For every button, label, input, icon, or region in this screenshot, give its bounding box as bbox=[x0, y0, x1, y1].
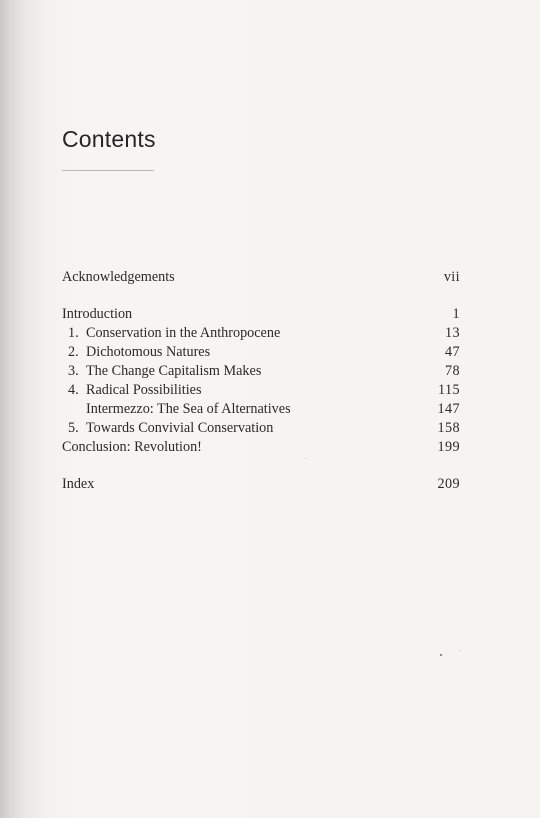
toc-entry-chapter-5 bbox=[0, 419, 540, 438]
toc-title: Towards Convivial Conservation bbox=[86, 420, 274, 436]
toc-title: Intermezzo: The Sea of Alternatives bbox=[86, 401, 291, 417]
toc-entry-conclusion bbox=[0, 438, 540, 457]
toc-title: Index bbox=[62, 476, 95, 492]
toc-entry-chapter-4 bbox=[0, 381, 540, 400]
toc-title: Dichotomous Natures bbox=[86, 344, 211, 360]
print-speck bbox=[460, 650, 461, 651]
toc-page-number: 115 bbox=[438, 382, 460, 398]
toc-page-number: 13 bbox=[445, 325, 460, 341]
toc-title: Radical Possibilities bbox=[86, 382, 202, 398]
toc-entry-chapter-2 bbox=[0, 343, 540, 362]
toc-page-number: vii bbox=[443, 269, 460, 285]
toc-page-number: 199 bbox=[437, 439, 460, 455]
toc-title: Acknowledgements bbox=[62, 269, 175, 285]
toc-entry-index bbox=[0, 475, 540, 494]
chapter-number: 1. bbox=[68, 325, 79, 341]
chapter-number: 4. bbox=[68, 382, 79, 398]
toc-title: Introduction bbox=[62, 306, 133, 322]
toc-entry-introduction bbox=[0, 305, 540, 324]
toc-page-number: 209 bbox=[437, 476, 460, 492]
toc-title: The Change Capitalism Makes bbox=[86, 363, 262, 379]
toc-page-number: 78 bbox=[445, 363, 460, 379]
contents-heading: Contents bbox=[62, 126, 156, 152]
heading-rule bbox=[62, 170, 154, 171]
chapter-number: 2. bbox=[68, 344, 79, 360]
print-speck bbox=[440, 654, 442, 656]
toc-page-number: 47 bbox=[445, 344, 460, 360]
toc-page-number: 1 bbox=[452, 306, 460, 322]
toc-title: Conclusion: Revolution! bbox=[62, 439, 202, 455]
toc-entry-acknowledgements bbox=[0, 268, 540, 287]
chapter-number: 3. bbox=[68, 363, 79, 379]
toc-page-number: 158 bbox=[437, 420, 460, 436]
toc-title: Conservation in the Anthropocene bbox=[86, 325, 281, 341]
toc-entry-chapter-1 bbox=[0, 324, 540, 343]
toc-entry-chapter-3 bbox=[0, 362, 540, 381]
toc-entry-intermezzo bbox=[0, 400, 540, 419]
toc-page-number: 147 bbox=[437, 401, 460, 417]
chapter-number: 5. bbox=[68, 420, 79, 436]
print-speck bbox=[305, 458, 306, 459]
